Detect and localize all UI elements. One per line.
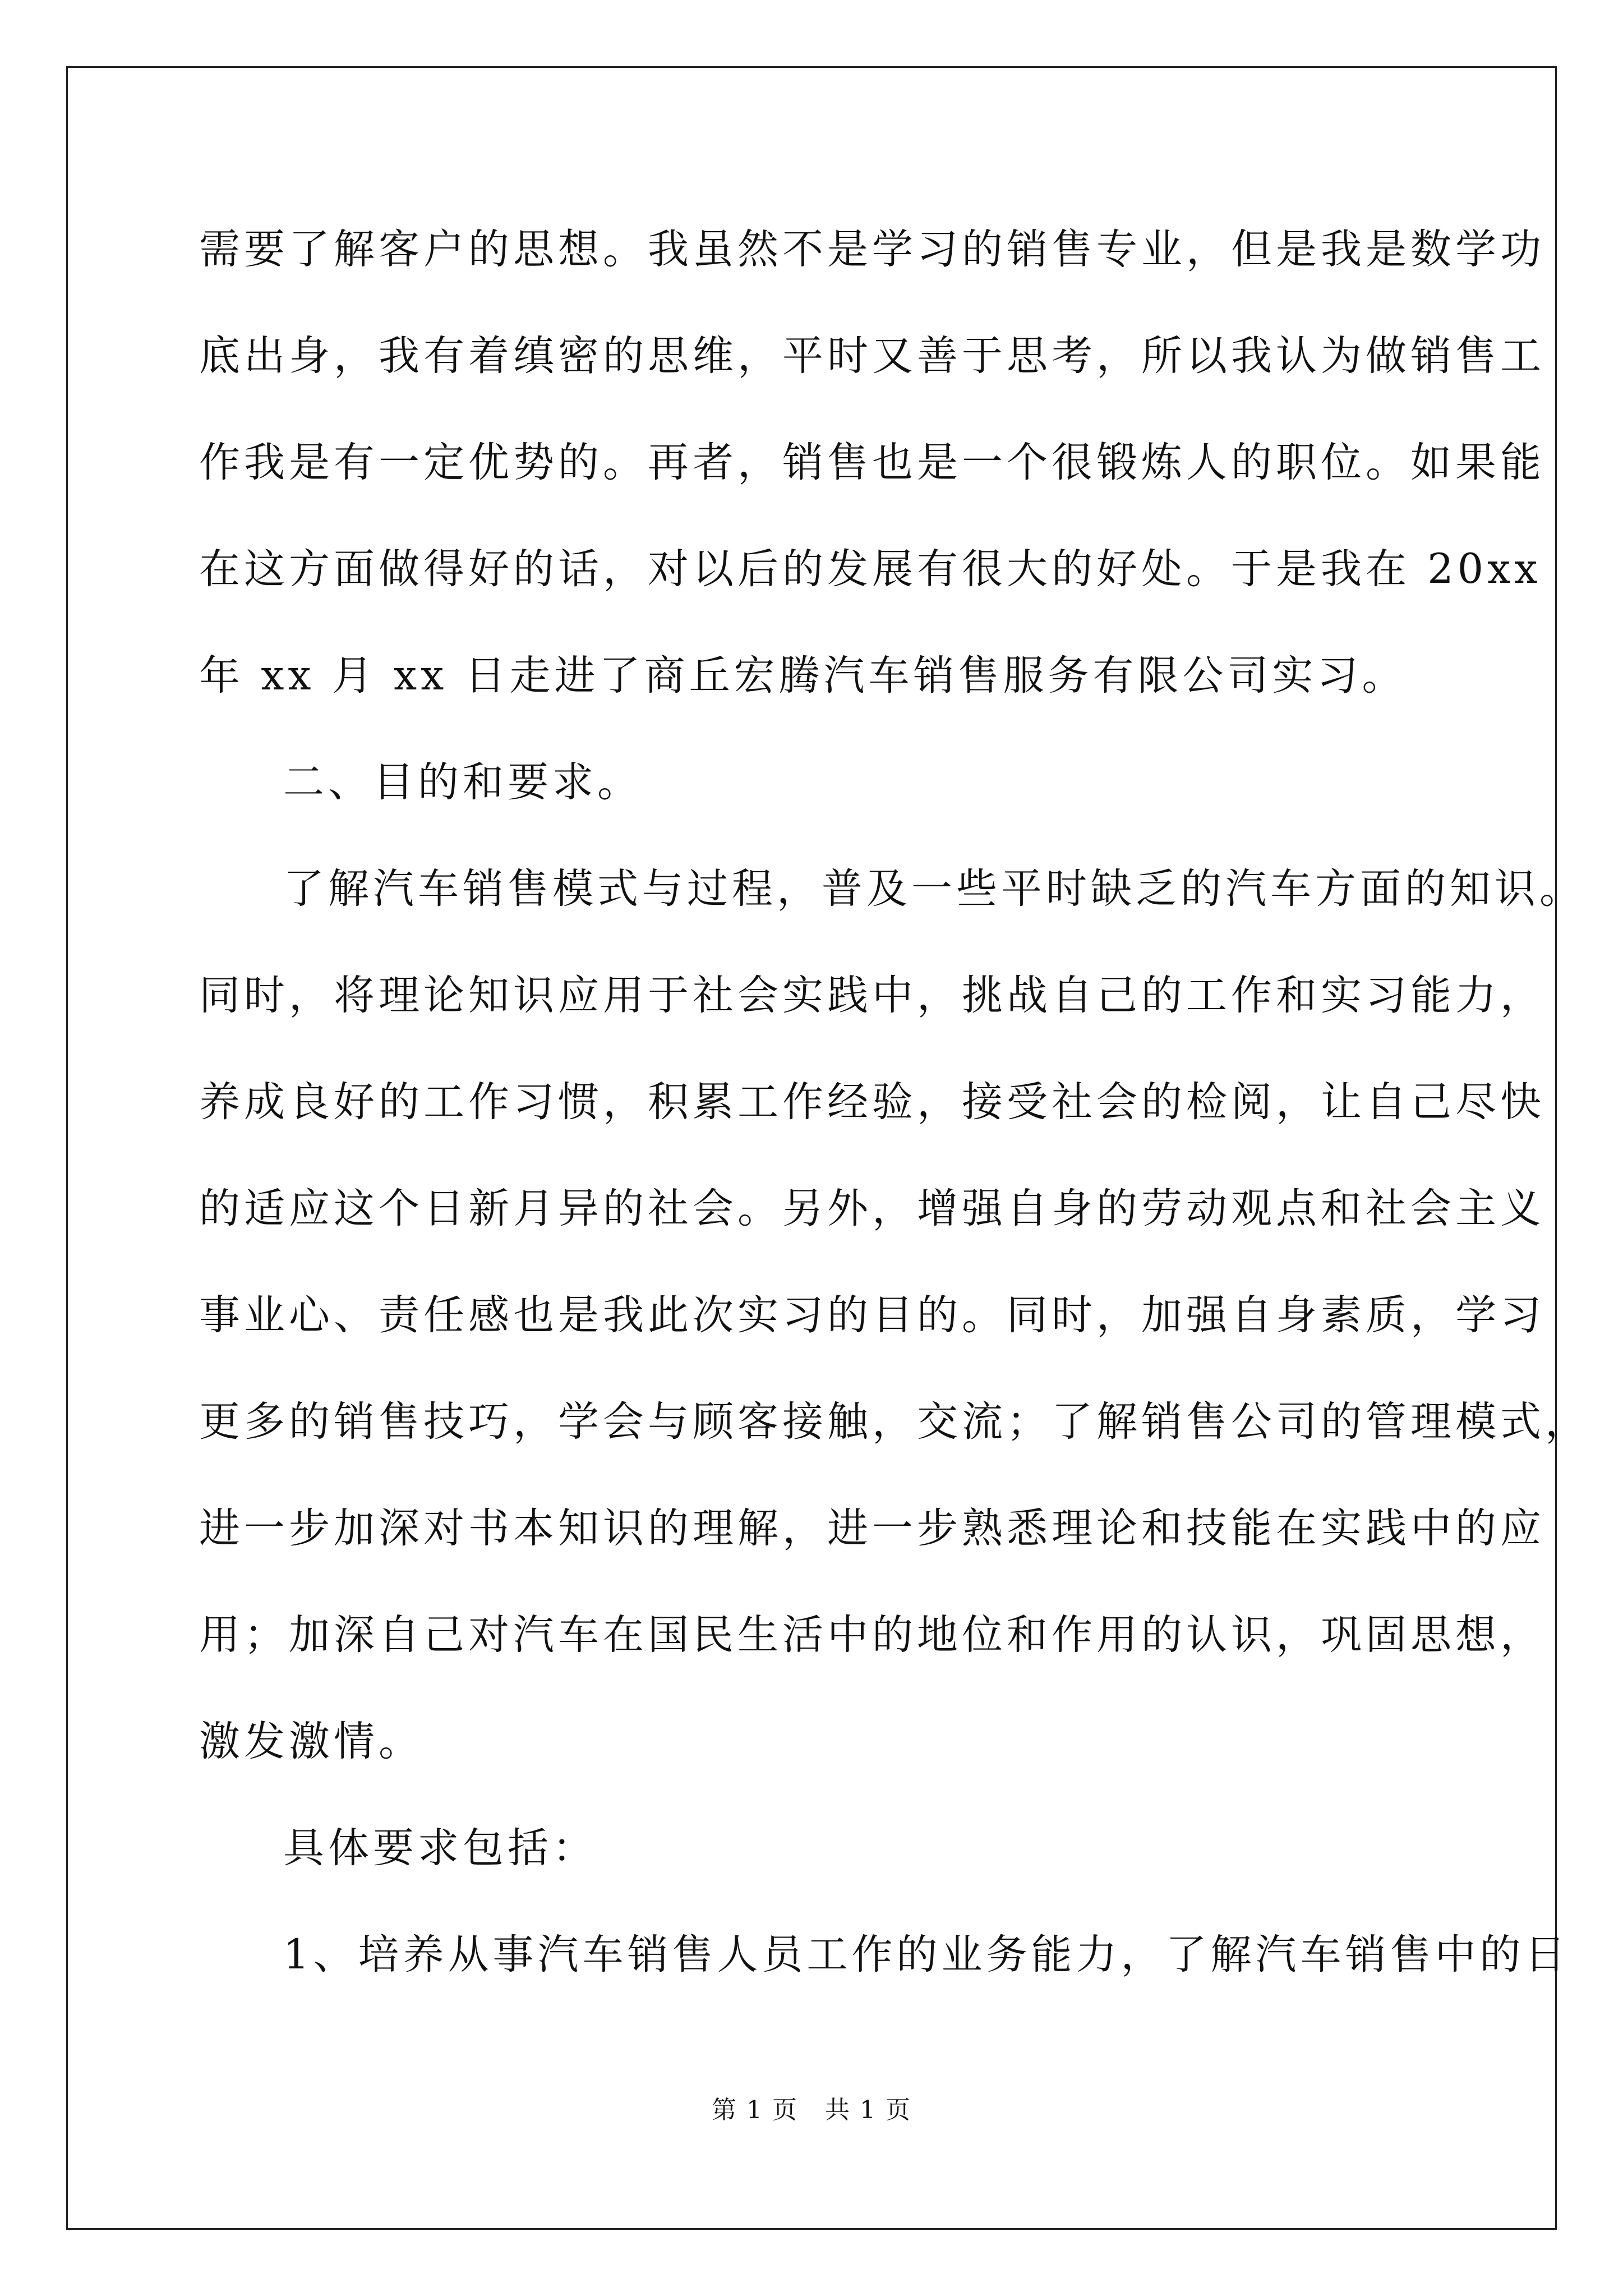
- text-line: 年 xx 月 xx 日走进了商丘宏腾汽车销售服务有限公司实习。: [199, 652, 1407, 700]
- text-line: 作我是有一定优势的。再者，销售也是一个很锻炼人的职位。如果能: [199, 439, 1545, 486]
- text-line: 在这方面做得好的话，对以后的发展有很大的好处。于是我在 20xx: [199, 545, 1542, 593]
- text-line: 养成良好的工作习惯，积累工作经验，接受社会的检阅，让自己尽快: [199, 1078, 1545, 1126]
- list-item: 1、培养从事汽车销售人员工作的业务能力，了解汽车销售中的日: [283, 1931, 1570, 1978]
- text-line: 同时，将理论知识应用于社会实践中，挑战自己的工作和实习能力，: [199, 972, 1545, 1019]
- text-line: 需要了解客户的思想。我虽然不是学习的销售专业，但是我是数学功: [199, 226, 1545, 273]
- text-line: 具体要求包括：: [283, 1824, 597, 1872]
- document-body: [199, 219, 1590, 2031]
- text-line: 更多的销售技巧，学会与顾客接触，交流；了解销售公司的管理模式，: [199, 1398, 1590, 1446]
- text-line: 用；加深自己对汽车在国民生活中的地位和作用的认识，巩固思想，: [199, 1611, 1545, 1659]
- page-footer: 第 1 页 共 1 页: [712, 2096, 911, 2124]
- text-line: 进一步加深对书本知识的理解，进一步熟悉理论和技能在实践中的应: [199, 1504, 1545, 1552]
- section-heading: 二、目的和要求。: [283, 758, 642, 806]
- text-line: 了解汽车销售模式与过程，普及一些平时缺乏的汽车方面的知识。: [283, 865, 1584, 913]
- text-line: 事业心、责任感也是我此次实习的目的。同时，加强自身素质，学习: [199, 1291, 1545, 1339]
- text-line: 激发激情。: [199, 1718, 423, 1765]
- text-line: 底出身，我有着缜密的思维，平时又善于思考，所以我认为做销售工: [199, 332, 1545, 380]
- text-line: 的适应这个日新月异的社会。另外，增强自身的劳动观点和社会主义: [199, 1185, 1545, 1232]
